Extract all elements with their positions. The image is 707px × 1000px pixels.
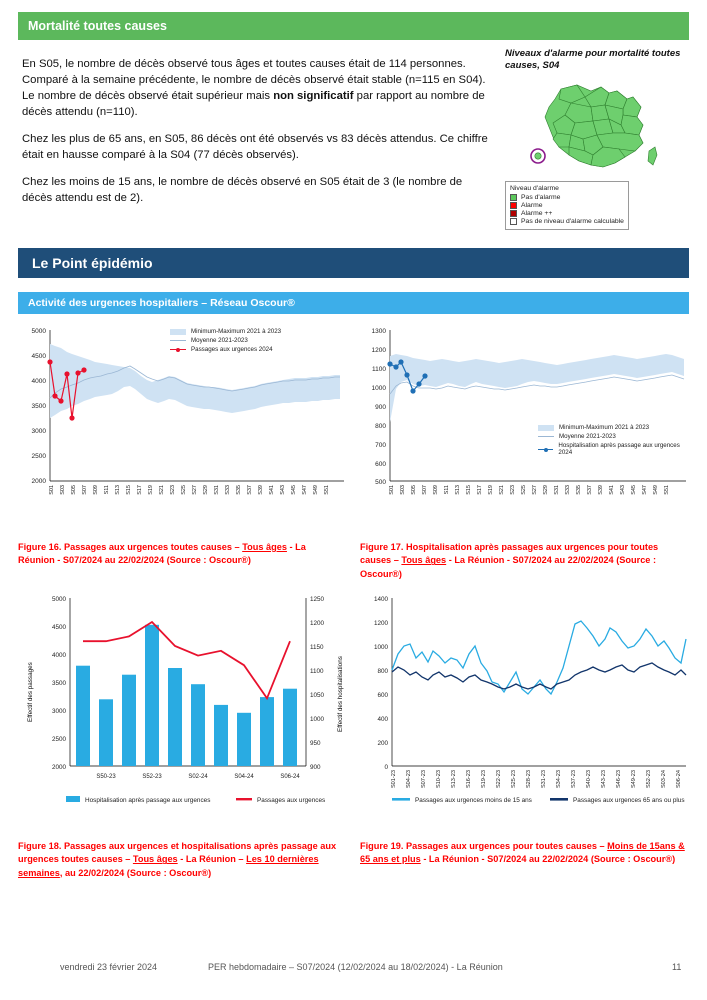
svg-text:1000: 1000 — [373, 644, 388, 651]
svg-text:S04-23: S04-23 — [406, 770, 412, 789]
svg-text:S28-23: S28-23 — [526, 770, 532, 789]
fig18-bars — [76, 625, 297, 766]
svg-text:S37: S37 — [247, 485, 253, 495]
chart-fig16 — [18, 326, 348, 526]
svg-text:S09: S09 — [433, 485, 439, 495]
svg-text:S03: S03 — [60, 485, 66, 495]
svg-text:S09: S09 — [93, 485, 99, 495]
svg-text:1000: 1000 — [371, 385, 386, 392]
svg-text:S10-23: S10-23 — [436, 770, 442, 789]
svg-text:S29: S29 — [543, 485, 549, 495]
fig19-legend-label-0: Passages aux urgences moins de 15 ans — [415, 797, 532, 804]
fig16-legend-label-1: Moyenne 2021-2023 — [191, 337, 248, 344]
svg-text:S17: S17 — [137, 485, 143, 495]
svg-text:600: 600 — [375, 461, 386, 468]
svg-text:S15: S15 — [126, 485, 132, 495]
svg-text:S03-24: S03-24 — [661, 770, 667, 789]
svg-text:Effectif des passages: Effectif des passages — [27, 662, 34, 722]
legend-swatch-band — [170, 329, 186, 335]
svg-text:S07: S07 — [422, 485, 428, 495]
svg-text:S21: S21 — [159, 485, 165, 495]
caption-fig17: Figure 17. Hospitalisation après passages aux urgences pour toutes causes – Tous âges - La Réunion - S07/2024 au 22/02/2024 (Source : Oscour®) — [360, 542, 659, 579]
legend-item-0 — [510, 194, 624, 201]
alarm-map-legend — [505, 181, 695, 230]
svg-text:S19: S19 — [148, 485, 154, 495]
svg-text:S49-23: S49-23 — [631, 770, 637, 789]
svg-text:400: 400 — [377, 716, 388, 723]
legend-swatch-2024 — [538, 449, 553, 450]
footer-date: vendredi 23 février 2024 — [60, 962, 158, 972]
svg-text:S34-23: S34-23 — [556, 770, 562, 789]
fig17-legend-item-2 — [538, 442, 690, 456]
svg-text:S31: S31 — [214, 485, 220, 495]
svg-text:S23: S23 — [510, 485, 516, 495]
legend-item-1 — [510, 202, 624, 209]
svg-text:S43-23: S43-23 — [601, 770, 607, 789]
chart-fig18 — [18, 592, 348, 812]
svg-text:S27: S27 — [192, 485, 198, 495]
mortality-header — [18, 12, 689, 40]
svg-text:S06-24: S06-24 — [676, 770, 682, 789]
svg-text:1100: 1100 — [372, 366, 386, 373]
fig17-minmax-band — [390, 354, 684, 422]
svg-text:S41: S41 — [609, 485, 615, 495]
mortality-paragraph-3: Chez les moins de 15 ans, le nombre de décès observé en S05 était de 3 (le nombre de décès attendu est de 2). — [22, 176, 463, 205]
svg-text:S29: S29 — [203, 485, 209, 495]
alarm-map-title: Niveaux d'alarme pour mortalité toutes causes, S04 — [505, 48, 681, 72]
svg-text:4000: 4000 — [51, 652, 66, 659]
svg-text:S47: S47 — [642, 485, 648, 495]
svg-text:S03: S03 — [400, 485, 406, 495]
svg-text:4500: 4500 — [31, 353, 46, 360]
legend-swatch-band — [538, 425, 554, 431]
svg-text:3500: 3500 — [31, 403, 46, 410]
section-header-point-epidemio — [18, 248, 689, 278]
svg-text:S13-23: S13-23 — [451, 770, 457, 789]
svg-text:S37: S37 — [587, 485, 593, 495]
svg-text:1400: 1400 — [373, 596, 388, 603]
svg-text:950: 950 — [310, 740, 321, 747]
fig18-legend-label-1: Passages aux urgences — [257, 797, 326, 804]
svg-text:S51: S51 — [324, 485, 330, 495]
legend-label-2: Alarme ++ — [521, 209, 553, 217]
svg-text:S01: S01 — [389, 485, 395, 495]
footer-middle: PER hebdomadaire – S07/2024 (12/02/2024 au 18/02/2024) - La Réunion — [208, 962, 503, 972]
legend-swatch-mean — [538, 436, 554, 437]
svg-text:0: 0 — [384, 764, 388, 771]
svg-text:S11: S11 — [104, 485, 110, 495]
footer-page-number: 11 — [672, 962, 682, 972]
svg-text:1250: 1250 — [310, 596, 325, 603]
svg-text:S35: S35 — [236, 485, 242, 495]
svg-text:S01-23: S01-23 — [391, 770, 397, 789]
svg-text:800: 800 — [377, 668, 388, 675]
mortality-paragraph-1: En S05, le nombre de décès observé tous âges et toutes causes était de 114 personnes. Comparé à la semaine précédente, le nombre de décès observé était stable (n=115 en S04). Le nombre de décès observé était supérieur mais non significatif par rapport au nombre de décès attendu (n=110). — [22, 58, 486, 119]
svg-text:S50-23: S50-23 — [96, 774, 116, 780]
svg-text:S52-23: S52-23 — [142, 774, 162, 780]
svg-text:S17: S17 — [477, 485, 483, 495]
svg-text:5000: 5000 — [31, 328, 46, 335]
svg-text:2500: 2500 — [51, 736, 66, 743]
svg-text:S01: S01 — [49, 485, 55, 495]
svg-text:S43: S43 — [280, 485, 286, 495]
mortality-text — [22, 56, 492, 217]
svg-text:S16-23: S16-23 — [466, 770, 472, 789]
chart-fig17 — [358, 326, 690, 526]
legend-label-3: Pas de niveau d'alarme calculable — [521, 217, 624, 225]
svg-text:S27: S27 — [532, 485, 538, 495]
svg-text:S19-23: S19-23 — [481, 770, 487, 789]
fig16-minmax-band — [50, 344, 340, 418]
chart-fig19 — [358, 592, 690, 812]
svg-text:1000: 1000 — [310, 716, 325, 723]
svg-text:2000: 2000 — [31, 478, 46, 485]
fig16-legend-item-1 — [170, 337, 281, 344]
section-header-urgences — [18, 292, 689, 314]
reunion-shape — [535, 152, 541, 158]
svg-text:2000: 2000 — [51, 764, 66, 771]
svg-text:S39: S39 — [258, 485, 264, 495]
svg-text:S02-24: S02-24 — [188, 774, 208, 780]
svg-text:1100: 1100 — [310, 668, 324, 675]
svg-text:S41: S41 — [269, 485, 275, 495]
svg-text:S25: S25 — [521, 485, 527, 495]
fig19-65plus-line — [392, 663, 686, 689]
fig17-legend-label-2: Hospitalisation après passage aux urgences 2024 — [558, 442, 680, 456]
svg-text:800: 800 — [375, 423, 386, 430]
fig18-passages-line — [83, 622, 290, 698]
legend-swatch-darkred — [510, 210, 517, 217]
legend-swatch-white — [510, 218, 517, 225]
svg-text:S46-23: S46-23 — [616, 770, 622, 789]
svg-text:S13: S13 — [115, 485, 121, 495]
svg-text:4000: 4000 — [31, 378, 46, 385]
svg-text:3000: 3000 — [51, 708, 66, 715]
svg-text:S49: S49 — [313, 485, 319, 495]
svg-text:S43: S43 — [620, 485, 626, 495]
svg-text:S37-23: S37-23 — [571, 770, 577, 789]
svg-text:1200: 1200 — [310, 620, 325, 627]
svg-text:S49: S49 — [653, 485, 659, 495]
svg-text:S25: S25 — [181, 485, 187, 495]
fig17-legend-label-1: Moyenne 2021-2023 — [559, 433, 616, 440]
svg-text:1200: 1200 — [371, 347, 386, 354]
caption-fig19: Figure 19. Passages aux urgences pour toutes causes – Moins de 15ans & 65 ans et plus - La Réunion - S07/2024 au 22/02/2024 (Source : Oscour®) — [360, 841, 685, 865]
svg-text:S35: S35 — [576, 485, 582, 495]
svg-text:S21: S21 — [499, 485, 505, 495]
section-title-point-epidemio: Le Point épidémio — [32, 255, 153, 271]
fig16-legend-item-0 — [170, 328, 281, 335]
legend-label-1: Alarme — [521, 201, 543, 209]
svg-text:900: 900 — [310, 764, 321, 771]
svg-text:S39: S39 — [598, 485, 604, 495]
svg-text:500: 500 — [375, 479, 386, 486]
svg-text:3500: 3500 — [51, 680, 66, 687]
svg-text:S45: S45 — [631, 485, 637, 495]
mortality-paragraph-2: Chez les plus de 65 ans, en S05, 86 décès ont été observés vs 83 décès attendus. Ce chiffre était en hausse comparé à la S04 (77 décès observés). — [22, 133, 488, 162]
svg-text:S04-24: S04-24 — [234, 774, 254, 780]
fig17-legend-item-0 — [538, 424, 690, 431]
chart-fig16-svg — [18, 326, 348, 526]
svg-text:S47: S47 — [302, 485, 308, 495]
legend-swatch-green — [510, 194, 517, 201]
fig17-legend-label-0: Minimum-Maximum 2021 à 2023 — [559, 424, 650, 431]
svg-text:5000: 5000 — [51, 596, 66, 603]
svg-text:S51: S51 — [664, 485, 670, 495]
corsica-shape — [648, 147, 657, 165]
svg-text:S15: S15 — [466, 485, 472, 495]
legend-item-2 — [510, 210, 624, 217]
svg-text:S13: S13 — [455, 485, 461, 495]
legend-item-3 — [510, 218, 624, 225]
svg-text:S11: S11 — [444, 485, 450, 495]
alarm-map-canvas — [505, 77, 685, 177]
svg-text:S22-23: S22-23 — [496, 770, 502, 789]
svg-text:S05: S05 — [71, 485, 77, 495]
svg-text:S07-23: S07-23 — [421, 770, 427, 789]
svg-text:200: 200 — [377, 740, 388, 747]
svg-text:4500: 4500 — [51, 624, 66, 631]
svg-text:1300: 1300 — [371, 328, 386, 335]
svg-text:S07: S07 — [82, 485, 88, 495]
fig18-legend-label-0: Hospitalisation après passage aux urgences — [85, 797, 211, 804]
chart-fig18-svg — [18, 592, 348, 812]
fig16-legend-label-0: Minimum-Maximum 2021 à 2023 — [191, 328, 282, 335]
alarm-map-block — [505, 48, 695, 230]
caption-fig18: Figure 18. Passages aux urgences et hospitalisations après passage aux urgences toutes causes – Tous âges - La Réunion – Les 10 dernières semaines, au 22/02/2024 (Source : Oscour®) — [18, 841, 337, 878]
fig19-legend-label-1: Passages aux urgences 65 ans ou plus — [573, 797, 685, 804]
france-map-svg — [505, 77, 685, 177]
svg-text:S45: S45 — [291, 485, 297, 495]
legend-label-0: Pas d'alarme — [521, 193, 561, 201]
svg-text:2500: 2500 — [31, 453, 46, 460]
fig16-legend — [170, 328, 281, 355]
svg-text:1150: 1150 — [310, 644, 324, 651]
legend-swatch-mean — [170, 340, 186, 341]
section-title-urgences: Activité des urgences hospitaliers – Réseau Oscour® — [28, 297, 295, 309]
svg-text:700: 700 — [375, 442, 386, 449]
chart-fig19-svg — [358, 592, 690, 812]
svg-text:600: 600 — [377, 692, 388, 699]
svg-text:S05: S05 — [411, 485, 417, 495]
svg-text:1050: 1050 — [310, 692, 325, 699]
svg-text:Effectif des hospitalisations: Effectif des hospitalisations — [337, 656, 344, 732]
svg-text:S19: S19 — [488, 485, 494, 495]
fig17-legend — [538, 424, 690, 458]
svg-text:S31: S31 — [554, 485, 560, 495]
fig16-legend-label-2: Passages aux urgences 2024 — [191, 346, 273, 353]
svg-text:S31-23: S31-23 — [541, 770, 547, 789]
svg-text:3000: 3000 — [31, 428, 46, 435]
svg-text:S52-23: S52-23 — [646, 770, 652, 789]
legend-title: Niveau d'alarme — [510, 184, 559, 192]
fig19-moins15-line — [392, 621, 686, 694]
legend-swatch-2024 — [170, 349, 186, 350]
svg-text:S33: S33 — [225, 485, 231, 495]
svg-text:900: 900 — [375, 404, 386, 411]
svg-text:S23: S23 — [170, 485, 176, 495]
svg-text:S25-23: S25-23 — [511, 770, 517, 789]
caption-fig16: Figure 16. Passages aux urgences toutes causes – Tous âges - La Réunion - S07/2024 au 22/02/2024 (Source : Oscour®) — [18, 542, 306, 566]
svg-text:S40-23: S40-23 — [586, 770, 592, 789]
svg-text:S33: S33 — [565, 485, 571, 495]
svg-text:S06-24: S06-24 — [280, 774, 300, 780]
fig17-legend-item-1 — [538, 433, 690, 440]
mortality-header-title: Mortalité toutes causes — [28, 19, 167, 33]
svg-text:1200: 1200 — [373, 620, 388, 627]
fig16-legend-item-2 — [170, 346, 281, 353]
legend-swatch-red — [510, 202, 517, 209]
